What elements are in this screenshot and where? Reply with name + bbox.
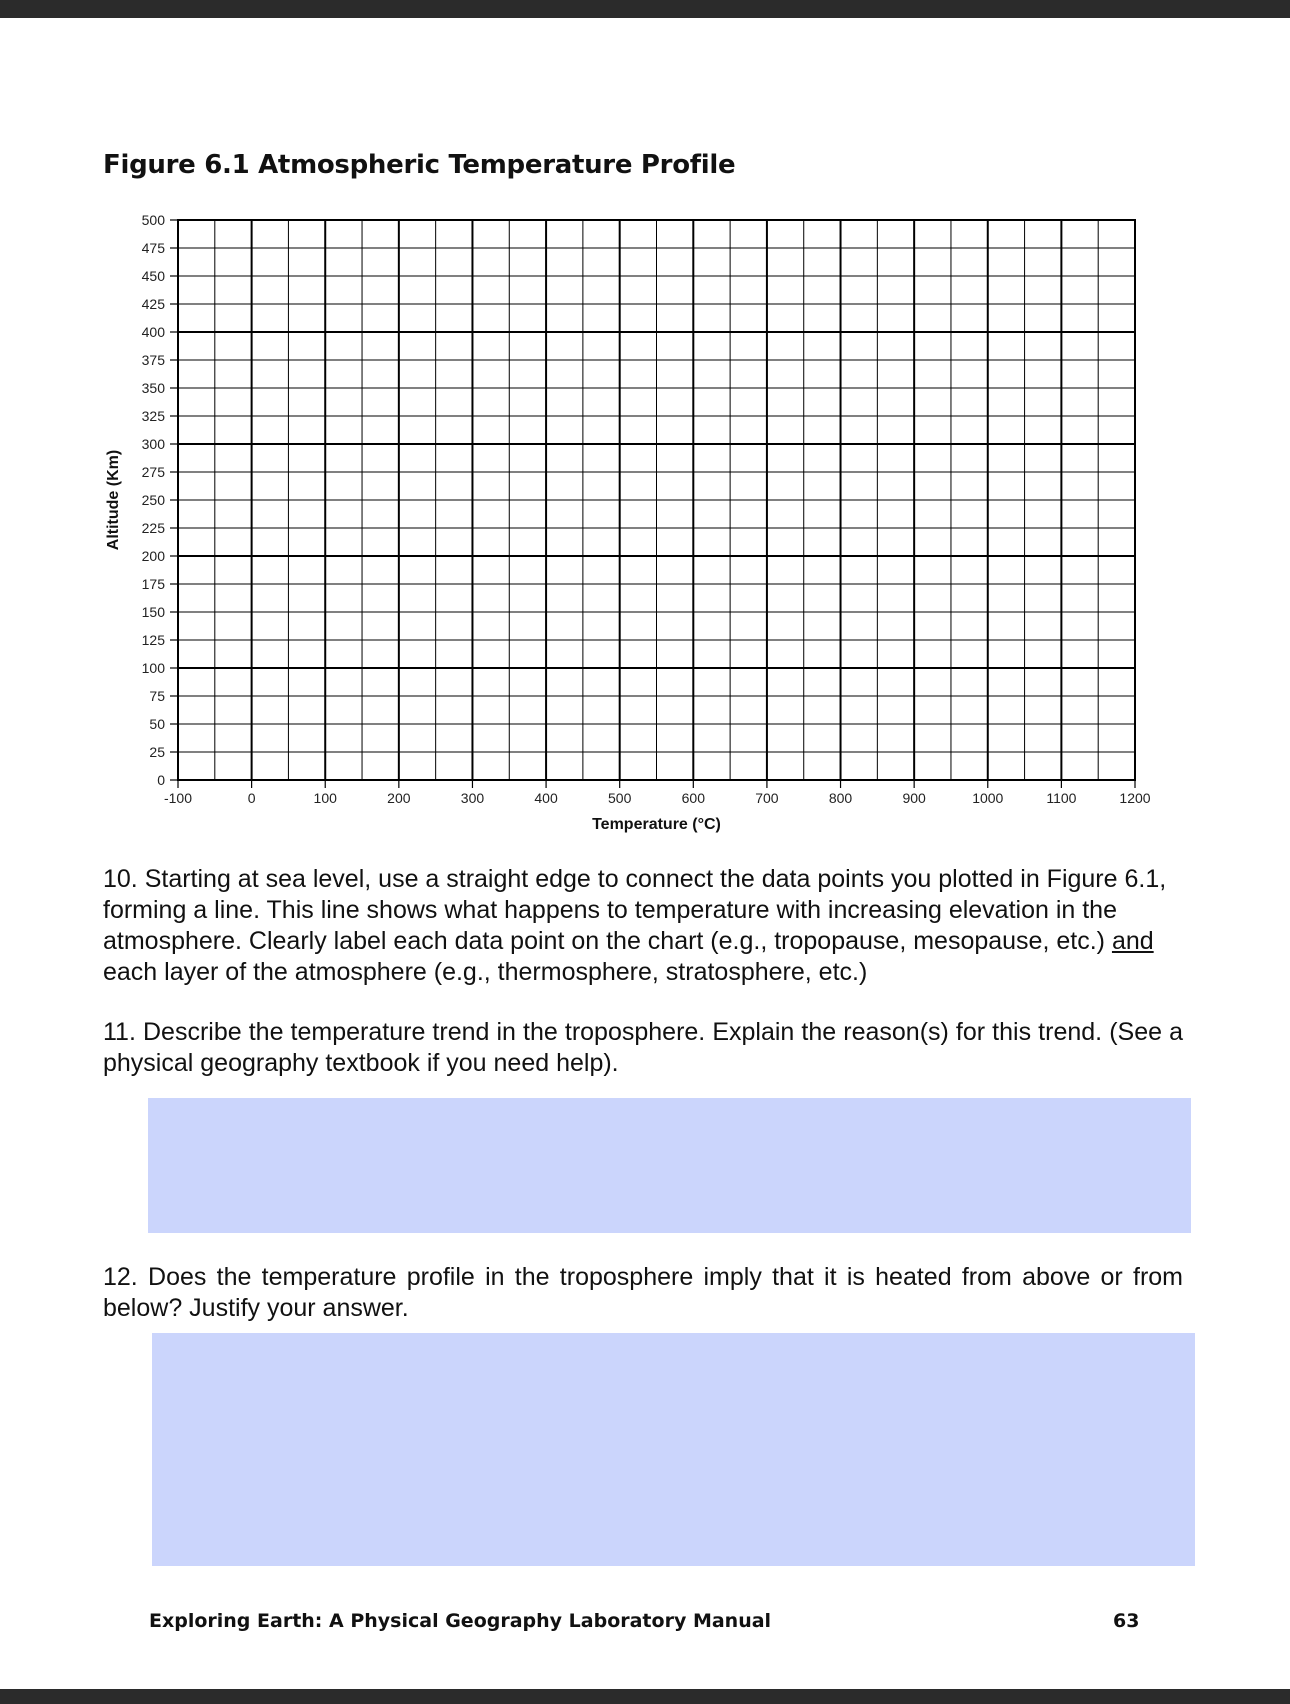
bottom-bar xyxy=(0,1689,1290,1704)
x-tick-label: 600 xyxy=(681,790,705,806)
top-bar xyxy=(0,0,1290,18)
answer-box-12[interactable] xyxy=(152,1333,1195,1566)
y-axis-title: Altitude (Km) xyxy=(105,449,122,551)
y-tick-label: 0 xyxy=(157,772,165,788)
x-tick-label: 200 xyxy=(387,790,411,806)
x-tick-label: -100 xyxy=(163,790,193,806)
question-11-text: 11. Describe the temperature trend in the troposphere. Explain the reason(s) for this trend. (See a physical geography textbook if you need help). xyxy=(103,1018,1183,1077)
question-11 xyxy=(103,1017,1183,1079)
y-tick-label: 125 xyxy=(141,632,165,648)
figure-title: Figure 6.1 Atmospheric Temperature Profile xyxy=(103,150,736,180)
y-tick-label: 200 xyxy=(141,548,165,564)
y-tick-label: 150 xyxy=(141,604,165,620)
page-number: 63 xyxy=(1113,1610,1140,1632)
y-tick-label: 225 xyxy=(141,520,165,536)
y-tick-label: 250 xyxy=(141,492,165,508)
x-tick-label: 100 xyxy=(313,790,337,806)
x-tick-label: 400 xyxy=(534,790,558,806)
y-tick-label: 375 xyxy=(141,352,165,368)
x-tick-label: 1100 xyxy=(1046,790,1077,806)
x-tick-label: 800 xyxy=(828,790,853,806)
x-axis-title: Temperature (°C) xyxy=(592,816,721,833)
question-10-underlined-word: and xyxy=(1111,927,1154,955)
question-12 xyxy=(103,1262,1183,1324)
question-10-text-a: 10. Starting at sea level, use a straight edge to connect the data points you plotted in Figure 6.1, forming a line. This line shows what happens to temperature with increasing elevation in the atmosphere. Clearly label each data point on the chart (e.g., tropopause, mesopause, etc.) xyxy=(103,865,1167,955)
y-tick-label: 25 xyxy=(149,744,165,760)
question-10-text-b: each layer of the atmosphere (e.g., thermosphere, stratosphere, etc.) xyxy=(103,958,868,986)
y-tick-label: 325 xyxy=(141,408,165,424)
x-tick-label: 0 xyxy=(247,790,256,806)
x-tick-label: 1200 xyxy=(1119,790,1151,806)
x-tick-label: 1000 xyxy=(972,790,1004,806)
x-tick-label: 500 xyxy=(608,790,632,806)
y-tick-label: 500 xyxy=(141,212,165,228)
y-tick-label: 475 xyxy=(141,240,165,256)
footer-title: Exploring Earth: A Physical Geography Laboratory Manual xyxy=(149,1610,772,1632)
y-tick-label: 425 xyxy=(141,296,165,312)
y-tick-label: 75 xyxy=(149,688,165,704)
y-tick-label: 175 xyxy=(141,576,165,592)
y-tick-label: 50 xyxy=(149,716,165,732)
y-tick-label: 450 xyxy=(141,268,165,284)
y-tick-label: 400 xyxy=(141,324,165,340)
temperature-profile-chart xyxy=(95,205,1155,845)
question-12-text: 12. Does the temperature profile in the troposphere imply that it is heated from above or from below? Justify your answer. xyxy=(103,1263,1183,1322)
y-tick-label: 275 xyxy=(141,464,165,480)
x-tick-label: 700 xyxy=(755,790,779,806)
x-tick-label: 900 xyxy=(902,790,926,806)
x-tick-label: 300 xyxy=(460,790,485,806)
y-tick-label: 350 xyxy=(141,380,165,396)
y-tick-label: 300 xyxy=(141,436,165,452)
y-tick-label: 100 xyxy=(141,660,165,676)
answer-box-11[interactable] xyxy=(148,1098,1191,1233)
question-10 xyxy=(103,864,1183,988)
